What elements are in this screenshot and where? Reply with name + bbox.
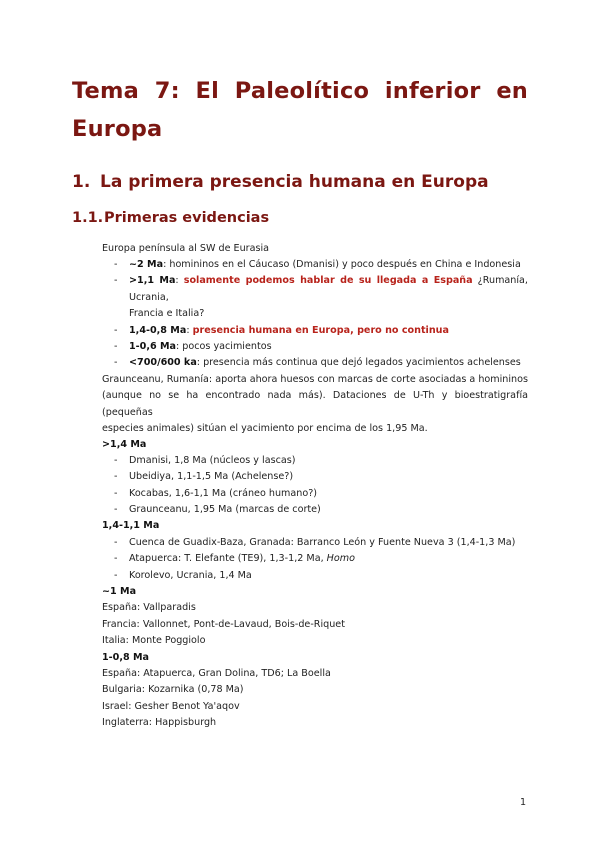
group-4-heading: 1-0,8 Ma [102, 651, 150, 663]
paragraph-line-3: especies animales) sitúan el yacimiento por encima de los 1,95 Ma. [102, 423, 428, 435]
list-item-text: : presencia más continua que dejó legados yacimientos achelenses [196, 357, 521, 369]
list-item: - Cuenca de Guadix-Baza, Granada: Barranco León y Fuente Nueva 3 (1,4-1,3 Ma) [102, 535, 528, 551]
text-line: España: Atapuerca, Gran Dolina, TD6; La Boella [102, 668, 331, 680]
text-line: Italia: Monte Poggiolo [102, 635, 206, 647]
list-item-italic: Homo [326, 553, 355, 565]
list-item: - Korolevo, Ucrania, 1,4 Ma [102, 568, 528, 584]
group-1-heading: >1,4 Ma [102, 439, 147, 450]
list-item-text: : homininos en el Cáucaso (Dmanisi) y poco después en China e Indonesia [163, 259, 521, 270]
list-item-separator: : [186, 324, 193, 336]
section-1-heading [72, 172, 489, 192]
list-item [102, 551, 528, 567]
list-item-text-continued: Francia e Italia? [129, 308, 205, 320]
list-item-highlight: solamente podemos hablar de su llegada a España [183, 275, 473, 287]
list-item: - Dmanisi, 1,8 Ma (núcleos y lascas) [102, 453, 528, 469]
group-3 [102, 584, 345, 732]
list-item-text: ¿Rumanía, Ucrania, [129, 275, 528, 303]
list-item [102, 273, 528, 322]
section-1-title: La primera presencia humana en Europa [100, 172, 489, 192]
text-line: España: Vallparadis [102, 602, 196, 614]
paragraph-line-2: (aunque no se ha encontrado nada más). Dataciones de U-Th y bioestratigrafía (pequeñas [102, 390, 528, 418]
intro-text: Europa península al SW de Eurasia [102, 243, 270, 254]
document-title [72, 72, 528, 148]
evidence-list [102, 257, 528, 372]
group-3-heading: ~1 Ma [102, 586, 137, 597]
graunceanu-paragraph [102, 372, 528, 438]
page-number: 1 [520, 797, 527, 808]
section-1-1-heading [72, 210, 269, 226]
list-item-label: <700/600 ka [129, 357, 197, 369]
title-line-1: Tema 7: El Paleolítico inferior en [72, 78, 528, 104]
title-line-2: Europa [72, 116, 163, 142]
list-item-label: ~2 Ma [129, 259, 164, 270]
list-item-highlight: presencia humana en Europa, pero no continua [192, 324, 449, 336]
paragraph-line-1: Graunceanu, Rumanía: aporta ahora huesos con marcas de corte asociadas a homininos [102, 374, 528, 385]
list-item: - Ubeidiya, 1,1-1,5 Ma (Achelense?) [102, 469, 528, 485]
list-item-label: >1,1 Ma [129, 275, 176, 287]
list-item-separator: : [175, 275, 184, 287]
text-line: Francia: Vallonnet, Pont-de-Lavaud, Bois-de-Riquet [102, 618, 345, 630]
list-item-text: Atapuerca: T. Elefante (TE9), 1,3-1,2 Ma, [129, 553, 327, 565]
section-1-1-title: Primeras evidencias [104, 210, 270, 226]
list-item-text: : pocos yacimientos [176, 341, 272, 353]
group-2-heading: 1,4-1,1 Ma [102, 520, 160, 531]
list-item: - Kocabas, 1,6-1,1 Ma (cráneo humano?) [102, 486, 528, 502]
section-1-1-number: 1.1. [72, 210, 104, 226]
list-item [102, 355, 528, 371]
list-item: - Graunceanu, 1,95 Ma (marcas de corte) [102, 502, 528, 518]
text-line: Inglaterra: Happisburgh [102, 717, 217, 729]
group-2-list [102, 535, 528, 584]
text-line: Israel: Gesher Benot Ya'aqov [102, 700, 240, 712]
list-item [102, 257, 528, 273]
list-item [102, 323, 528, 339]
group-1-list [102, 453, 528, 519]
list-item-label: 1,4-0,8 Ma [129, 324, 187, 336]
list-item [102, 339, 528, 355]
list-item-label: 1-0,6 Ma [129, 341, 177, 353]
text-line: Bulgaria: Kozarnika (0,78 Ma) [102, 684, 244, 696]
section-1-number: 1. [72, 172, 91, 192]
